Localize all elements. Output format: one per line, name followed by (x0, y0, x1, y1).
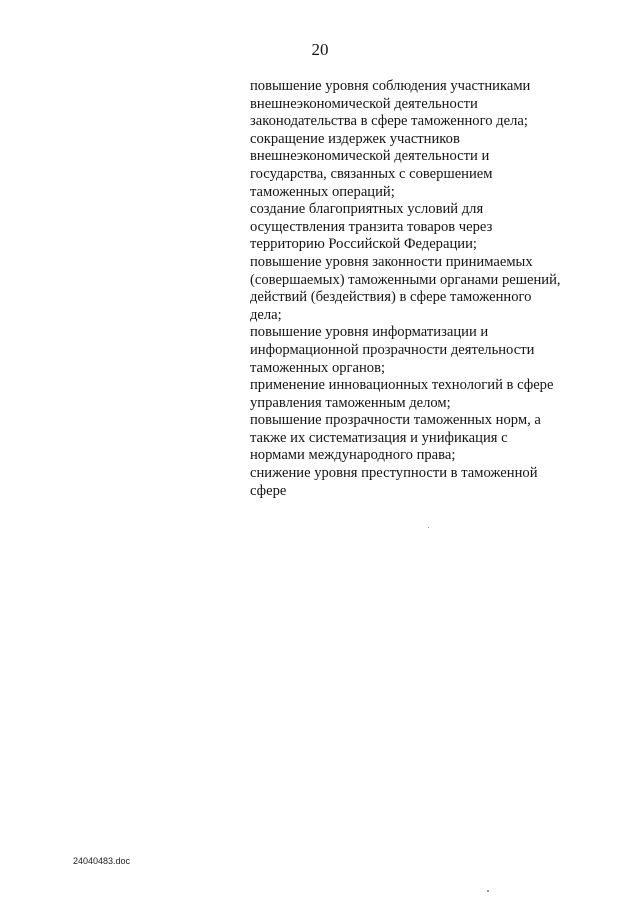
list-item-line: повышение уровня информатизации и (250, 324, 489, 341)
list-item-line: информационной прозрачности деятельности (250, 341, 535, 358)
list-item-line: таможенных операций; (250, 183, 395, 200)
list-item-line: повышение прозрачности таможенных норм, а (250, 412, 541, 429)
list-item-1 (250, 131, 580, 201)
list-item-line: создание благоприятных условий для (250, 201, 484, 218)
list-item-line: нормами международного права; (250, 447, 456, 464)
document-code: 24040483.doc (73, 856, 131, 866)
scan-speck (428, 527, 429, 528)
list-item-line: также их систематизация и унификация с (250, 429, 508, 446)
page-number: 20 (311, 40, 329, 59)
list-item-line: осуществления транзита товаров через (250, 218, 493, 235)
scan-speck (487, 890, 489, 892)
list-item-3 (250, 254, 580, 324)
list-item-2 (250, 201, 580, 254)
list-item-line: сфере (250, 482, 287, 499)
list-item-line: управления таможенным делом; (250, 394, 451, 411)
list-item-line: внешнеэкономической деятельности (250, 95, 478, 112)
list-item-0 (250, 78, 580, 131)
list-item-line: применение инновационных технологий в сфере (250, 377, 554, 394)
list-item-line: снижение уровня преступности в таможенной (250, 465, 538, 482)
list-item-5 (250, 377, 580, 412)
list-item-line: таможенных органов; (250, 359, 386, 376)
list-item-line: сокращение издержек участников (250, 130, 460, 147)
list-item-7 (250, 465, 580, 500)
list-item-line: повышение уровня законности принимаемых (250, 253, 533, 270)
list-item-line: (совершаемых) таможенными органами решений, (250, 271, 561, 288)
list-item-line: внешнеэкономической деятельности и (250, 148, 490, 165)
list-item-6 (250, 412, 580, 465)
goals-list (250, 78, 580, 500)
list-item-line: законодательства в сфере таможенного дела; (250, 113, 528, 130)
list-item-line: территорию Российской Федерации; (250, 236, 477, 253)
list-item-4 (250, 324, 580, 377)
list-item-line: государства, связанных с совершением (250, 165, 493, 182)
list-item-line: действий (бездействия) в сфере таможенного (250, 289, 532, 306)
list-item-line: дела; (250, 306, 282, 323)
list-item-line: повышение уровня соблюдения участниками (250, 78, 531, 94)
